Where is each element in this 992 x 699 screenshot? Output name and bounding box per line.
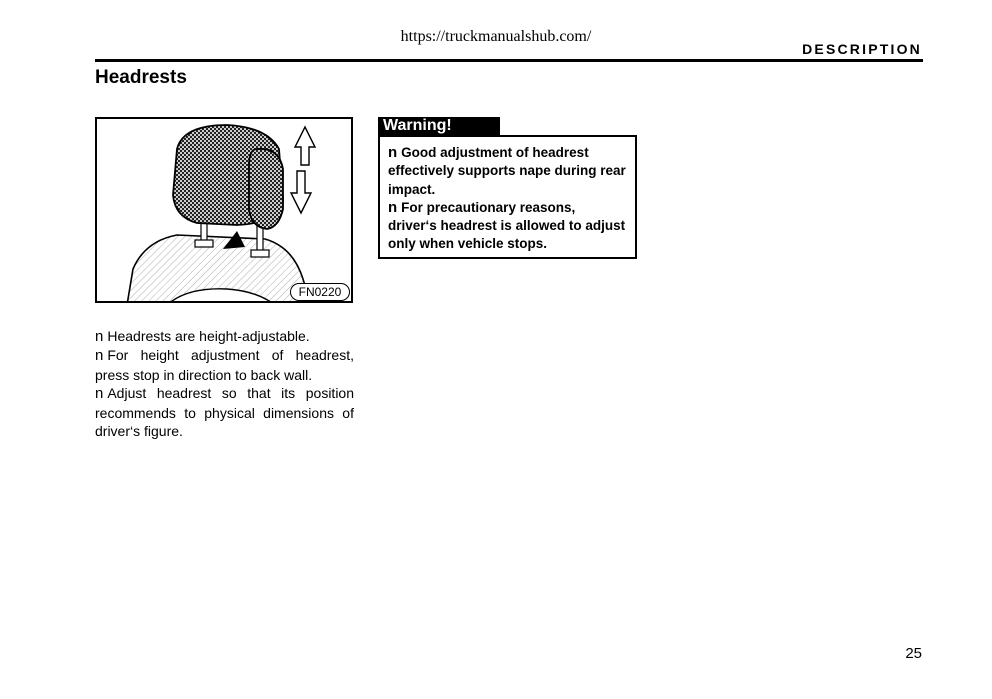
warning-item bbox=[388, 144, 627, 199]
paragraph bbox=[95, 327, 354, 346]
warning-item bbox=[388, 199, 627, 254]
warning-item-text: Good adjustment of headrest effectively supports nape during rear impact. bbox=[388, 145, 626, 197]
paragraph-text: Headrests are height-adjustable. bbox=[107, 328, 310, 344]
paragraph-text: For height adjustment of headrest, press stop in direction to back wall. bbox=[95, 347, 354, 383]
paragraph-text: Adjust headrest so that its position recommends to physical dimensions of driver‘s figure. bbox=[95, 385, 354, 440]
warning-item-text: For precautionary reasons, driver‘s headrest is allowed to adjust only when vehicle stops. bbox=[388, 199, 626, 252]
source-url: https://truckmanualshub.com/ bbox=[400, 28, 592, 45]
description-text bbox=[95, 327, 354, 440]
bullet: n bbox=[95, 385, 104, 403]
paragraph bbox=[95, 384, 354, 440]
section-heading: DESCRIPTION bbox=[802, 41, 922, 57]
headrest-figure bbox=[95, 117, 353, 303]
figure-code: FN0220 bbox=[290, 283, 350, 301]
bullet: n bbox=[388, 198, 398, 216]
bullet: n bbox=[95, 328, 104, 345]
paragraph bbox=[95, 346, 354, 384]
headrest-illustration bbox=[97, 119, 353, 303]
bullet: n bbox=[388, 144, 398, 161]
warning-box bbox=[378, 135, 637, 259]
bullet: n bbox=[95, 347, 104, 365]
page-title: Headrests bbox=[95, 67, 187, 88]
page-number: 25 bbox=[905, 645, 922, 662]
header-rule bbox=[95, 59, 923, 62]
warning-title: Warning! bbox=[378, 117, 500, 135]
